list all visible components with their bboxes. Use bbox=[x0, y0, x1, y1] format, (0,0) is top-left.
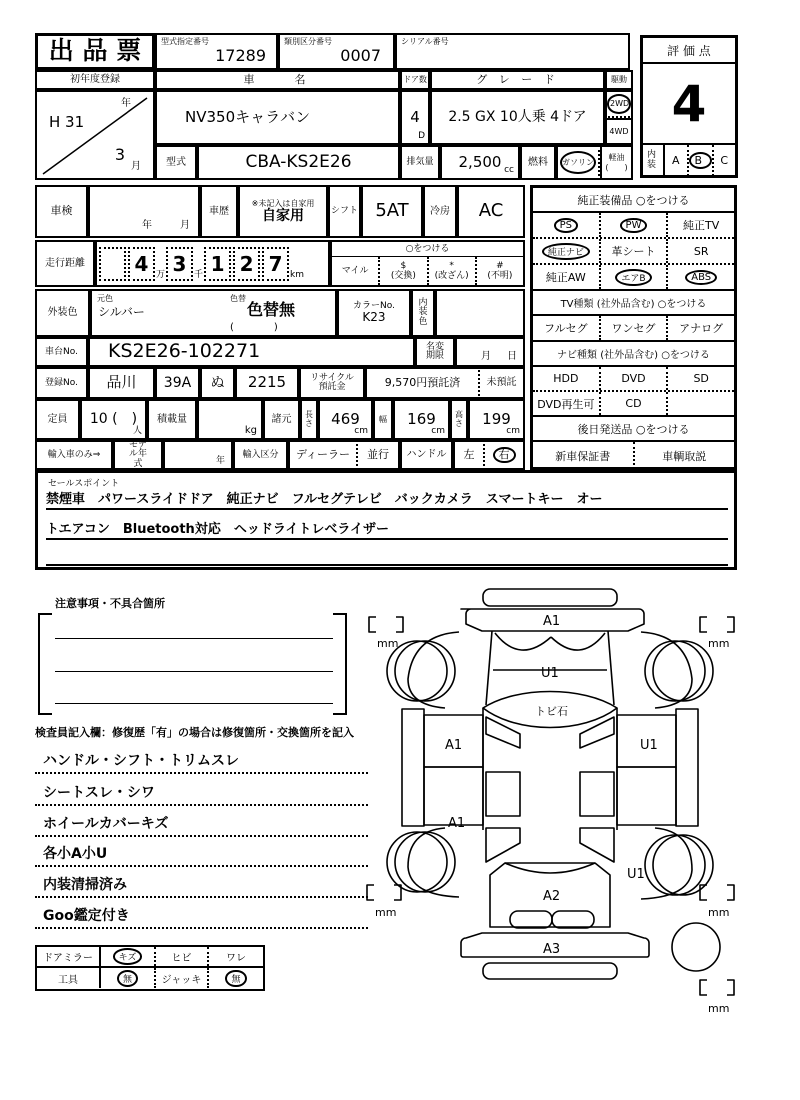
drive-4wd: 4WD bbox=[605, 118, 633, 145]
first-reg-header: 初年度登録 bbox=[35, 70, 155, 90]
left-wiper-arc bbox=[495, 633, 551, 650]
left-a-pillar bbox=[486, 631, 492, 705]
rear-bumper-bottom bbox=[483, 963, 617, 979]
import-type-label: 輸入区分 bbox=[233, 440, 288, 470]
int-color-cell bbox=[435, 289, 525, 337]
reg-number: 2215 bbox=[235, 367, 299, 399]
interior-grade-b: B bbox=[687, 145, 712, 176]
interior-right-lower bbox=[580, 828, 614, 862]
mileage-digit-2: 4 bbox=[128, 247, 155, 281]
ext-color-label: 外装色 bbox=[35, 289, 90, 337]
sales-line-2: トエアコン Bluetooth対応 ヘッドライトレベライザー bbox=[46, 518, 728, 540]
label-hood: U1 bbox=[541, 666, 559, 681]
mirror-tool-table bbox=[35, 945, 265, 991]
chassis-label: 車台No. bbox=[35, 337, 88, 367]
fuel-gasoline: ガソリン bbox=[556, 145, 600, 180]
capacity-cell: 10 ( ) 人 bbox=[80, 399, 147, 440]
rename-day-unit: 日 bbox=[507, 350, 517, 362]
orig-color-value: シルバー bbox=[98, 305, 145, 319]
interior-left-upper bbox=[486, 717, 520, 748]
label-right-rear: U1 bbox=[627, 867, 645, 882]
mileage-exchange: $ (交換) bbox=[378, 257, 426, 285]
interior-right-upper bbox=[580, 717, 614, 748]
equip-aw: 純正AW bbox=[545, 271, 586, 284]
inspector-item-1: ハンドル・シフト・トリムスレ bbox=[35, 748, 368, 774]
right-rear-door-panel bbox=[617, 767, 676, 825]
import-only-label: 輸入車のみ⇒ bbox=[35, 440, 113, 470]
rename-deadline-label: 名変期限 bbox=[415, 337, 455, 367]
rear-window-arc bbox=[505, 863, 595, 873]
navi-empty bbox=[666, 392, 734, 415]
inspector-label: 検査員記入欄：修復歴「有」の場合は修復箇所・交換箇所を記入 bbox=[35, 726, 354, 739]
navi-sd: SD bbox=[666, 367, 734, 390]
rear-step-left bbox=[510, 911, 552, 928]
model-designation-value: 17289 bbox=[215, 46, 266, 65]
import-dealer: ディーラー bbox=[288, 440, 358, 470]
interior-grade-label: 内装 bbox=[643, 145, 665, 176]
equip-abs: ABS bbox=[666, 265, 734, 289]
history-label: 車歴 bbox=[200, 185, 238, 238]
wheel-front-left-inner bbox=[395, 641, 455, 701]
length-label: 長さ bbox=[300, 399, 318, 440]
mileage-tampered: * (改ざん) bbox=[427, 257, 475, 285]
jack-none: 無 bbox=[207, 968, 263, 988]
reg-kana: ぬ bbox=[200, 367, 235, 399]
shift-value: 5AT bbox=[361, 185, 423, 238]
notes-bracket-right bbox=[333, 613, 347, 715]
navi-type-title: ナビ種類 (社外品含む) ○をつける bbox=[533, 342, 734, 367]
navi-dvd: DVD bbox=[599, 367, 667, 390]
orig-color-label: 元色 bbox=[97, 294, 113, 303]
grade-header: グ レ ー ド bbox=[430, 70, 605, 90]
left-door-strip bbox=[402, 709, 424, 826]
vehicle-manual: 車輌取説 bbox=[633, 442, 735, 469]
right-a-pillar bbox=[608, 631, 614, 705]
door-mirror-ware: ワレ bbox=[207, 947, 263, 966]
car-name-header: 車 名 bbox=[155, 70, 400, 90]
width-label: 幅 bbox=[373, 399, 393, 440]
navi-hdd: HDD bbox=[553, 372, 579, 385]
mileage-unknown: # (不明) bbox=[475, 257, 523, 285]
equip-ps: PS bbox=[533, 213, 599, 237]
wheel-rear-left-inner bbox=[395, 832, 455, 892]
label-rear-gate: A2 bbox=[543, 889, 561, 904]
import-parallel: 並行 bbox=[358, 440, 400, 470]
first-reg-cell bbox=[35, 90, 155, 180]
equip-sr: SR bbox=[666, 239, 734, 263]
model-designation-label: 型式指定番号 bbox=[161, 37, 209, 46]
sales-line-1: 禁煙車 パワースライドドア 純正ナビ フルセグテレビ バックカメラ スマートキー オー bbox=[46, 488, 728, 510]
color-no-value: K23 bbox=[362, 310, 386, 325]
model-year-label: モデル年式 bbox=[113, 440, 163, 470]
color-no-label: カラーNo. bbox=[353, 300, 395, 311]
sales-points-box bbox=[35, 470, 737, 570]
label-mm-bottom-right: mm bbox=[708, 906, 730, 919]
wheel-front-left bbox=[387, 641, 447, 701]
class-number-value: 0007 bbox=[340, 46, 381, 65]
label-rear-bumper: A3 bbox=[543, 942, 561, 957]
mileage-flags bbox=[330, 240, 525, 287]
mm-bracket-top-right bbox=[700, 617, 734, 632]
drive-header: 駆動 bbox=[605, 70, 633, 90]
doors-cell: 4 D bbox=[400, 90, 430, 145]
label-windshield: トビ石 bbox=[535, 705, 568, 718]
tv-fullseg: フルセグ bbox=[544, 322, 588, 335]
mileage-mile: マイル bbox=[341, 265, 369, 276]
handle-right: 右 bbox=[485, 440, 525, 470]
inspector-item-2: シートスレ・シワ bbox=[35, 780, 368, 806]
history-value: 自家用 bbox=[262, 208, 304, 225]
mileage-digit-4: 1 bbox=[204, 247, 231, 281]
mileage-label: 走行距離 bbox=[35, 240, 95, 287]
label-left-rear-door: A1 bbox=[448, 816, 466, 831]
tool-none: 無 bbox=[101, 968, 154, 988]
right-wiper-arc bbox=[551, 633, 605, 650]
spare-tire bbox=[672, 923, 720, 971]
handle-left: 左 bbox=[453, 440, 485, 470]
equip-pw: PW bbox=[599, 213, 667, 237]
shaken-cell bbox=[88, 185, 200, 238]
interior-left-lower bbox=[486, 828, 520, 862]
drive-2wd: 2WD bbox=[605, 90, 633, 118]
label-mm-spare: mm bbox=[708, 1002, 730, 1015]
handle-label: ハンドル bbox=[400, 440, 453, 470]
history-cell bbox=[238, 185, 328, 238]
inspector-item-3: ホイールカバーキズ bbox=[35, 811, 368, 837]
color-change-value: 色替無 bbox=[247, 300, 296, 319]
jack-label: ジャッキ bbox=[154, 968, 207, 988]
door-mirror-kizu: キズ bbox=[101, 947, 154, 966]
sales-points-label: セールスポイント bbox=[48, 479, 120, 489]
sales-line-3 bbox=[46, 548, 728, 566]
model-year-cell: 年 bbox=[163, 440, 233, 470]
fender-rear-right bbox=[641, 828, 692, 899]
notes-line-2 bbox=[55, 671, 333, 672]
door-mirror-label: ドアミラー bbox=[37, 947, 101, 966]
model-code-value: CBA-KS2E26 bbox=[197, 145, 400, 180]
mileage-circle-note: ○をつける bbox=[332, 242, 523, 257]
reg-no-label: 登録No. bbox=[35, 367, 88, 399]
mm-bracket-spare bbox=[700, 980, 734, 995]
inspector-item-6: Goo鑑定付き bbox=[35, 903, 368, 929]
rename-deadline-cell bbox=[455, 337, 525, 367]
inspector-item-5: 内装清掃済み bbox=[35, 872, 368, 898]
car-name-value: NV350キャラバン bbox=[155, 90, 400, 145]
ext-color-cell bbox=[90, 289, 337, 337]
ac-value: AC bbox=[457, 185, 525, 238]
front-bumper-top bbox=[483, 589, 617, 606]
sheet-title: 出 品 票 bbox=[35, 33, 155, 70]
displacement-cell: 2,500 cc bbox=[440, 145, 520, 180]
serial-number-box bbox=[395, 33, 630, 70]
grade-value: 2.5 GX 10人乗 4ドア bbox=[430, 90, 605, 145]
reg-area: 品川 bbox=[88, 367, 155, 399]
wheel-rear-left bbox=[387, 832, 447, 892]
mileage-sen: 千 bbox=[194, 269, 204, 280]
rear-step-right bbox=[552, 911, 594, 928]
label-front-panel: A1 bbox=[543, 614, 561, 629]
wheel-front-right-inner bbox=[653, 641, 713, 701]
label-mm-bottom-left: mm bbox=[375, 906, 397, 919]
first-reg-year-unit: 年 bbox=[121, 98, 131, 109]
equip-leather: 革シート bbox=[599, 239, 667, 263]
evaluation-box bbox=[640, 35, 738, 178]
later-shipment-title: 後日発送品 ○をつける bbox=[533, 417, 734, 442]
recycle-label: リサイクル預託金 bbox=[299, 367, 365, 399]
equip-airbag: エアB bbox=[599, 265, 667, 289]
color-change-paren: ( ) bbox=[230, 321, 278, 333]
mileage-digit-6: 7 bbox=[262, 247, 289, 281]
equipment-panel bbox=[530, 185, 737, 470]
navi-dvd-play: DVD再生可 bbox=[537, 397, 595, 411]
equipment-title: 純正装備品 ○をつける bbox=[533, 188, 734, 213]
height-label: 高さ bbox=[450, 399, 468, 440]
notes-line-1 bbox=[55, 638, 333, 639]
label-left-front-door: A1 bbox=[445, 738, 463, 753]
equip-tv: 純正TV bbox=[666, 213, 734, 237]
color-change-label: 色替 bbox=[230, 294, 246, 303]
mileage-cell bbox=[95, 240, 330, 287]
history-note: ※未記入は自家用 bbox=[251, 198, 315, 208]
first-reg-month: 3 bbox=[114, 144, 125, 164]
navi-cd: CD bbox=[599, 392, 667, 415]
recycle-deposited: 9,570円預託済 bbox=[365, 367, 480, 399]
wheel-rear-right bbox=[645, 835, 705, 895]
equip-navi: 純正ナビ bbox=[533, 239, 599, 263]
wheel-front-right bbox=[645, 641, 705, 701]
mileage-digit-5: 2 bbox=[233, 247, 260, 281]
mileage-man: 万 bbox=[156, 269, 166, 280]
color-no-cell bbox=[337, 289, 411, 337]
fuel-label: 燃料 bbox=[520, 145, 556, 180]
warranty-book: 新車保証書 bbox=[555, 449, 611, 463]
tool-label: 工具 bbox=[37, 968, 101, 988]
recycle-not-deposited: 未預託 bbox=[480, 367, 525, 399]
mm-bracket-top-left bbox=[369, 617, 403, 632]
fuel-diesel: 軽油 ( ) bbox=[600, 145, 633, 180]
serial-number-label: シリアル番号 bbox=[401, 37, 449, 46]
label-right-front-door: U1 bbox=[640, 738, 658, 753]
class-number-box bbox=[278, 33, 395, 70]
capacity-label: 定員 bbox=[35, 399, 80, 440]
car-damage-diagram bbox=[355, 575, 790, 1065]
rename-month-unit: 月 bbox=[481, 350, 491, 362]
int-color-label: 内装色 bbox=[411, 289, 435, 337]
interior-left-mid bbox=[486, 772, 520, 816]
displacement-unit: cc bbox=[504, 164, 514, 175]
label-mm-top-left: mm bbox=[377, 637, 399, 650]
door-mirror-hibi: ヒビ bbox=[154, 947, 207, 966]
evaluation-title: 評 価 点 bbox=[643, 38, 735, 64]
evaluation-score: 4 bbox=[671, 74, 707, 133]
load-label: 積載量 bbox=[147, 399, 197, 440]
class-number-label: 類別区分番号 bbox=[284, 37, 332, 46]
ac-label: 冷房 bbox=[423, 185, 457, 238]
model-code-label: 型式 bbox=[155, 145, 197, 180]
spec-label: 諸元 bbox=[263, 399, 300, 440]
notes-line-3 bbox=[55, 703, 333, 704]
tv-oneseg: ワンセグ bbox=[599, 316, 667, 340]
load-unit: kg bbox=[244, 424, 257, 436]
shaken-month-unit: 月 bbox=[180, 219, 190, 231]
mileage-digit-1 bbox=[99, 247, 126, 281]
width-cell: 169 cm bbox=[393, 399, 450, 440]
notes-bracket-left bbox=[38, 613, 52, 715]
length-cell: 469 cm bbox=[318, 399, 373, 440]
doors-header: ドア数 bbox=[400, 70, 430, 90]
load-cell bbox=[197, 399, 263, 440]
reg-class: 39A bbox=[155, 367, 200, 399]
capacity-unit: 人 bbox=[132, 425, 142, 436]
tv-analog: アナログ bbox=[666, 316, 734, 340]
tv-type-title: TV種類 (社外品含む) ○をつける bbox=[533, 291, 734, 316]
chassis-value: KS2E26-102271 bbox=[88, 337, 415, 367]
height-cell: 199 cm bbox=[468, 399, 525, 440]
shaken-label: 車検 bbox=[35, 185, 88, 238]
model-designation-box bbox=[155, 33, 278, 70]
right-door-strip bbox=[676, 709, 698, 826]
doors-sub: D bbox=[418, 130, 425, 141]
mm-bracket-bottom-right bbox=[700, 885, 734, 900]
shift-label: シフト bbox=[328, 185, 361, 238]
interior-grade-c: C bbox=[712, 145, 736, 176]
mileage-unit: km bbox=[290, 269, 305, 280]
interior-grade-a: A bbox=[671, 154, 680, 167]
shaken-year-unit: 年 bbox=[142, 219, 152, 231]
mm-bracket-bottom-left bbox=[367, 885, 401, 900]
first-reg-month-unit: 月 bbox=[131, 160, 141, 172]
first-reg-era: H 31 bbox=[49, 113, 85, 131]
interior-right-mid bbox=[580, 772, 614, 816]
wheel-rear-right-inner bbox=[653, 835, 713, 895]
displacement-label: 排気量 bbox=[400, 145, 440, 180]
mileage-digit-3: 3 bbox=[166, 247, 193, 281]
notes-label: 注意事項・不具合箇所 bbox=[55, 597, 165, 610]
label-mm-top-right: mm bbox=[708, 637, 730, 650]
inspector-item-4: 各小A小U bbox=[35, 841, 368, 867]
